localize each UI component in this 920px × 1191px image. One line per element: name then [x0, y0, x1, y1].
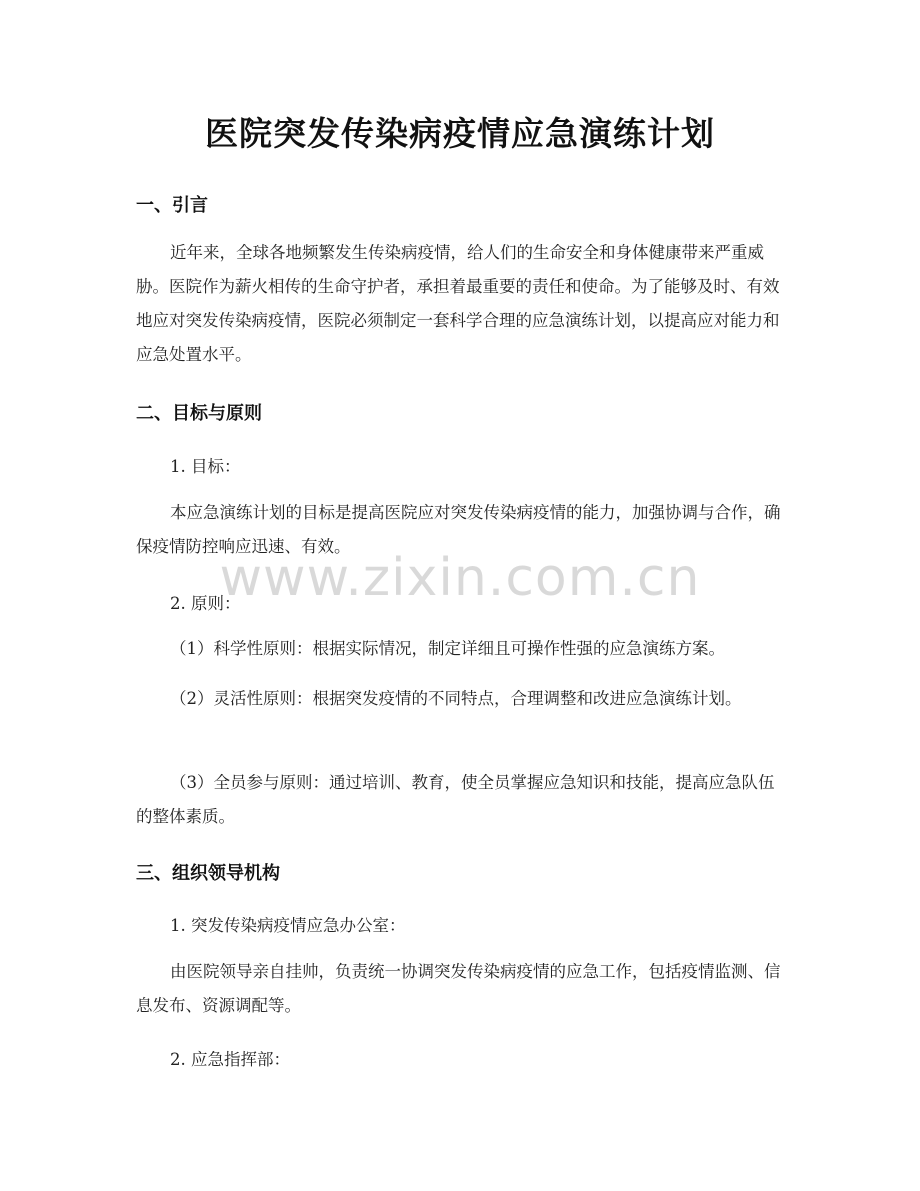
principle-participation: （3）全员参与原则：通过培训、教育，使全员掌握应急知识和技能，提高应急队伍的整体素质。 [136, 773, 775, 826]
document-title: 医院突发传染病疫情应急演练计划 [205, 114, 715, 153]
org-item-command: 2. 应急指挥部： [170, 1050, 290, 1069]
intro-paragraph: 近年来，全球各地频繁发生传染病疫情，给人们的生命安全和身体健康带来严重威胁。医院作为薪火相传的生命守护者，承担着最重要的责任和使命。为了能够及时、有效地应对突发传染病疫情，医院必须制定一套科学合理的应急演练计划，以提高应对能力和应急处置水平。 [136, 243, 780, 364]
section-heading-org: 三、组织领导机构 [136, 863, 280, 884]
section-heading-intro: 一、引言 [136, 195, 208, 216]
goals-item-target: 1. 目标： [170, 457, 241, 476]
org-office-paragraph: 由医院领导亲自挂帅，负责统一协调突发传染病疫情的应急工作，包括疫情监测、信息发布、资源调配等。 [136, 962, 781, 1015]
org-item-office: 1. 突发传染病疫情应急办公室： [170, 916, 406, 935]
goals-item-principles: 2. 原则： [170, 594, 241, 613]
principle-scientific: （1）科学性原则：根据实际情况，制定详细且可操作性强的应急演练方案。 [170, 639, 725, 658]
goals-target-paragraph: 本应急演练计划的目标是提高医院应对突发传染病疫情的能力，加强协调与合作，确保疫情防控响应迅速、有效。 [136, 503, 781, 556]
principle-flexible: （2）灵活性原则：根据突发疫情的不同特点，合理调整和改进应急演练计划。 [170, 689, 742, 708]
watermark: www.zixin.com.cn [219, 548, 701, 608]
section-heading-goals: 二、目标与原则 [136, 403, 262, 424]
